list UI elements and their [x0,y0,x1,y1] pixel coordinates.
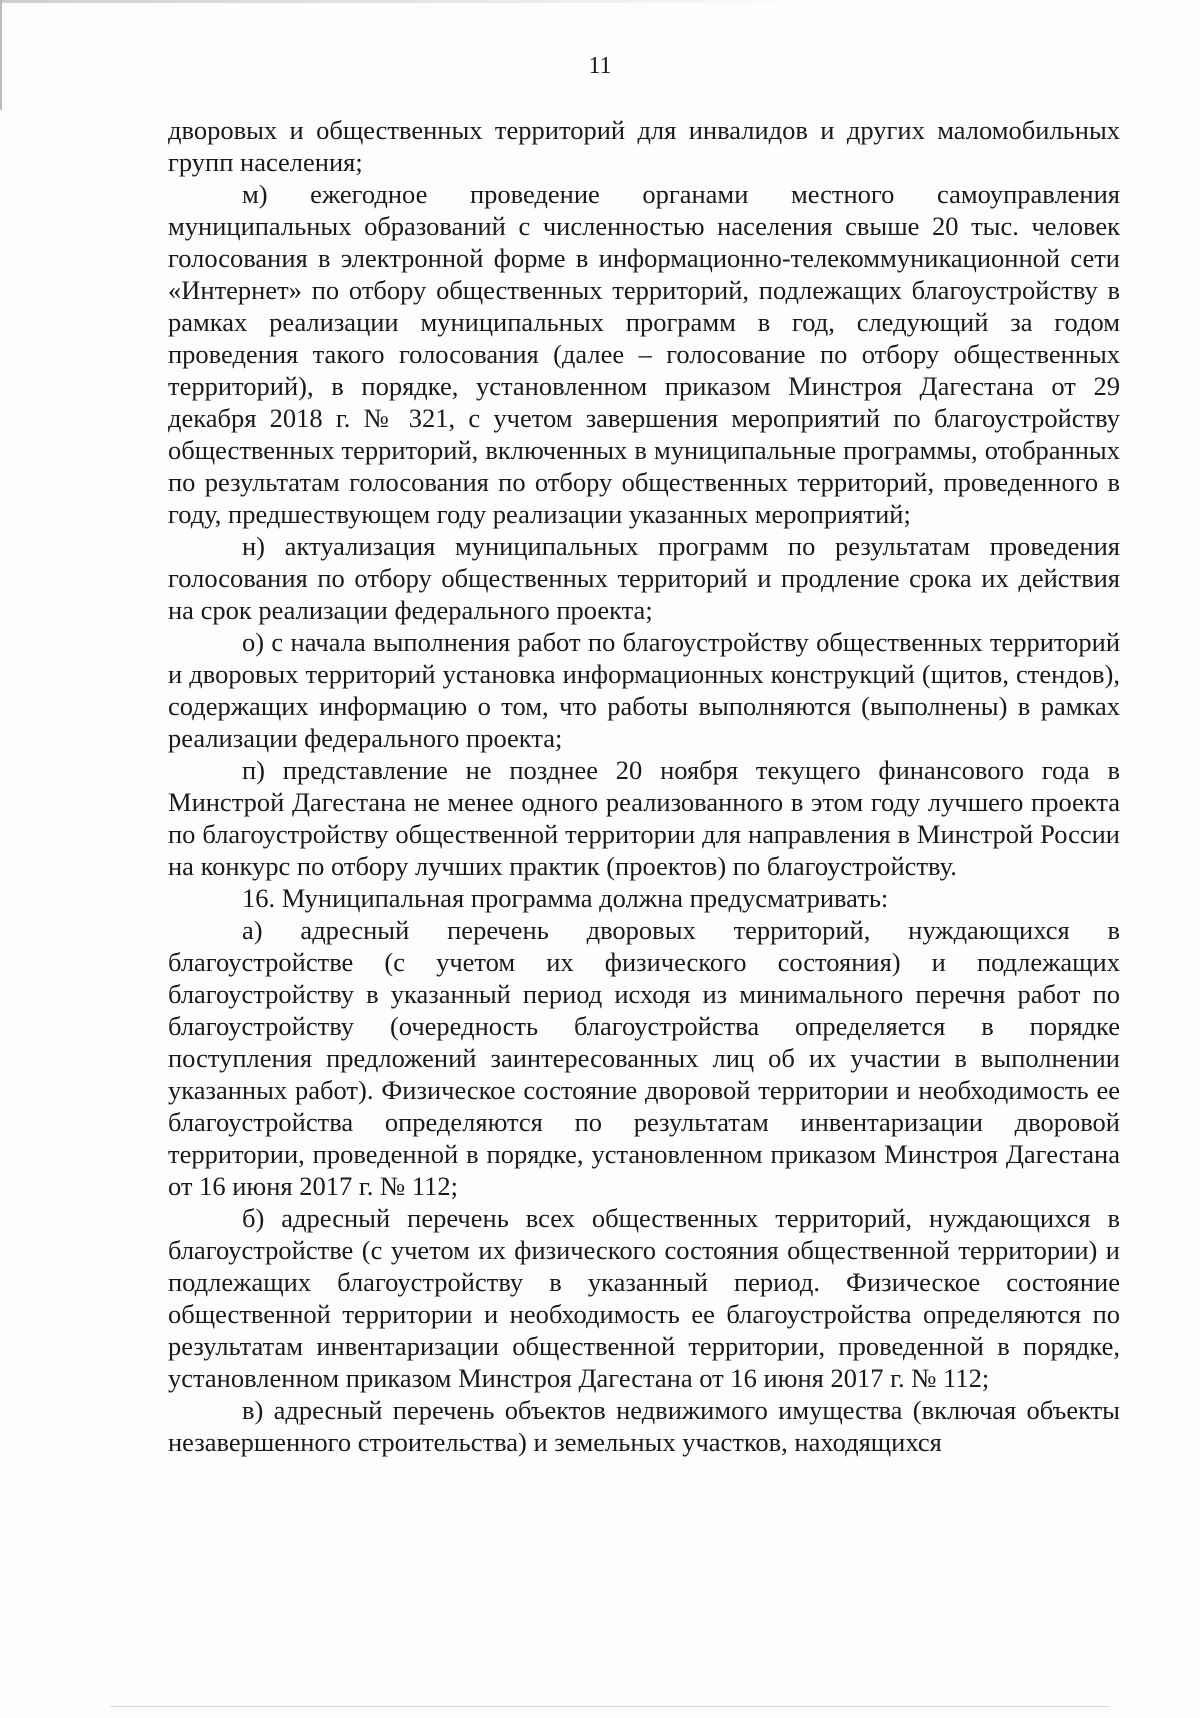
document-body [168,114,1120,1458]
paragraph-item-p: п) представление не позднее 20 ноября текущего финансового года в Минстрой Дагестана не менее одного реализованного в этом году лучшего проекта по благоустройству общественной территории для направления в Минстрой России на конкурс по отбору лучших практик (проектов) по благоустройству. [168,755,1120,881]
paragraph-item-n: н) актуализация муниципальных программ по результатам проведения голосования по отбору общественных территорий и продление срока их действия на срок реализации федерального проекта; [168,531,1120,625]
paragraph-section-16: 16. Муниципальная программа должна предусматривать: [242,883,889,913]
paragraph-item-b: б) адресный перечень всех общественных территорий, нуждающихся в благоустройстве (с учетом их физического состояния общественной территории) и подлежащих благоустройству в указанный период. Физическое состояние общественной территории и необходимость ее благоустройства определяются по результатам инвентаризации общественной территории, проведенной в порядке, установленном приказом Минстроя Дагестана от 16 июня 2017 г. № 112; [168,1203,1120,1393]
paragraph-item-m: м) ежегодное проведение органами местного самоуправления муниципальных образований с численностью населения свыше 20 тыс. человек голосования в электронной форме в информационно-телекоммуникационной сети «Интернет» по отбору общественных территорий, подлежащих благоустройству в рамках реализации муниципальных программ в год, следующий за годом проведения такого голосования (далее – голосование по отбору общественных территорий), в порядке, установленном приказом Минстроя Дагестана от 29 декабря 2018 г. № 321, с учетом завершения мероприятий по благоустройству общественных территорий, включенных в муниципальные программы, отобранных по результатам голосования по отбору общественных территорий, проведенного в году, предшествующем году реализации указанных мероприятий; [168,179,1120,529]
page-number: 11 [588,53,612,79]
paragraph-item-o: о) с начала выполнения работ по благоустройству общественных территорий и дворовых территорий установка информационных конструкций (щитов, стендов), содержащих информацию о том, что работы выполняются (выполнены) в рамках реализации федерального проекта; [168,627,1120,753]
paragraph-continuation: дворовых и общественных территорий для инвалидов и других маломобильных групп населения; [168,115,1120,177]
paragraph-item-a: а) адресный перечень дворовых территорий, нуждающихся в благоустройстве (с учетом их физического состояния) и подлежащих благоустройству в указанный период исходя из минимального перечня работ по благоустройству (очередность благоустройства определяется в порядке поступления предложений заинтересованных лиц об их участии в выполнении указанных работ). Физическое состояние дворовой территории и необходимость ее благоустройства определяются по результатам инвентаризации дворовой территории, проведенной в порядке, установленном приказом Минстроя Дагестана от 16 июня 2017 г. № 112; [168,915,1120,1201]
scan-edge-bottom [110,1706,1110,1707]
scan-edge-top [0,0,1200,3]
paragraph-item-v: в) адресный перечень объектов недвижимого имущества (включая объекты незавершенного строительства) и земельных участков, находящихся [168,1395,1120,1457]
